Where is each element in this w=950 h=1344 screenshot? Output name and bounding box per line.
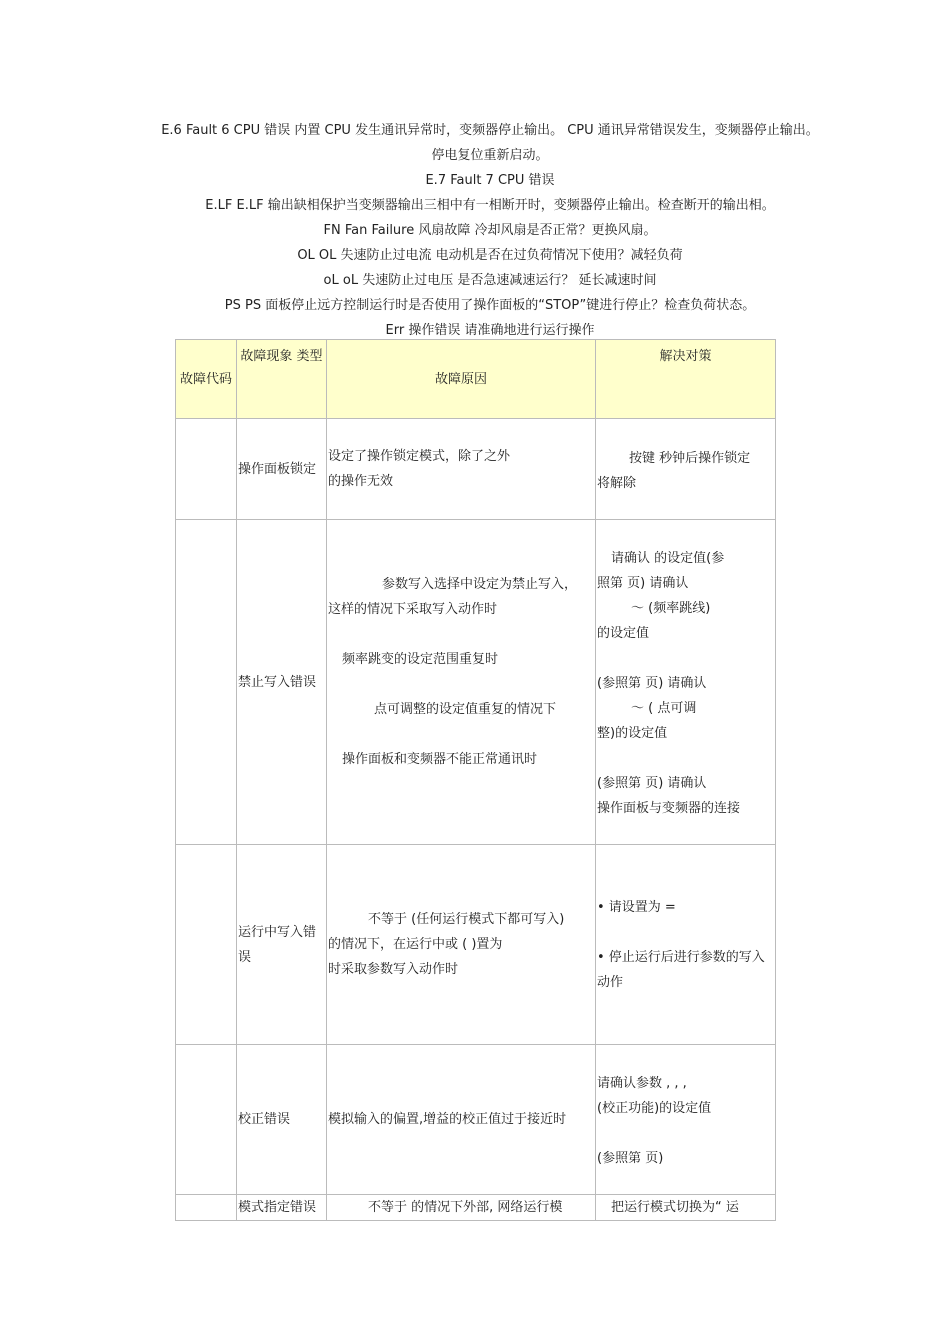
intro-line-e6: E.6 Fault 6 CPU 错误 内置 CPU 发生通讯异常时，变频器停止输出。 CPU 通讯异常错误发生，变频器停止输出。停电复位重新启动。	[161, 123, 819, 163]
cell-solution	[596, 845, 776, 1045]
solution-line: (校正功能)的设定值	[597, 1100, 712, 1116]
cause-line: 操作面板和变频器不能正常通讯时	[342, 752, 538, 767]
fault-table	[175, 339, 776, 1221]
solution-line: 操作面板与变频器的连接	[597, 801, 741, 816]
cell-code	[176, 520, 237, 845]
solution-line: 整)的设定值	[597, 726, 668, 741]
table-row	[176, 1195, 776, 1221]
solution-line: 照第 页) 请确认	[597, 576, 689, 591]
cause-line: 的情况下，在运行中或 ( )置为	[328, 937, 503, 952]
cause-line: 不等于 (任何运行模式下都可写入)	[368, 912, 565, 927]
solution-line: 请确认参数 , , ,	[597, 1075, 687, 1091]
solution-line: ～ (频率跳线)	[631, 601, 711, 616]
cell-cause	[327, 1195, 596, 1221]
solution-line: 请确认 的设定值(参	[611, 551, 725, 566]
solution-line: 的设定值	[597, 626, 650, 641]
solution-line: ～ ( 点可调	[631, 701, 697, 716]
header-code: 故障代码	[176, 340, 237, 419]
solution-line: 将解除	[597, 476, 637, 491]
cell-type: 操作面板锁定	[237, 419, 327, 520]
cell-code	[176, 1045, 237, 1195]
solution-line: 把运行模式切换为“ 运	[611, 1200, 739, 1215]
cause-line: 这样的情况下采取写入动作时	[328, 602, 498, 617]
table-row	[176, 520, 776, 845]
cell-cause	[327, 419, 596, 520]
table-header-row	[176, 340, 776, 419]
intro-line-fn: FN Fan Failure 风扇故障 冷却风扇是否正常？更换风扇。	[323, 223, 657, 238]
cell-code	[176, 845, 237, 1045]
cell-type: 禁止写入错误	[237, 520, 327, 845]
cell-type: 运行中写入错误	[237, 845, 327, 1045]
solution-line: 按键 秒钟后操作锁定	[629, 451, 751, 466]
intro-line-e7: E.7 Fault 7 CPU 错误	[425, 173, 555, 188]
intro-line-ps: PS PS 面板停止远方控制运行时是否使用了操作面板的“STOP”键进行停止？检查负荷状态。	[224, 298, 756, 313]
cell-solution	[596, 1045, 776, 1195]
cause-line: 不等于 的情况下外部, 网络运行模	[368, 1200, 563, 1215]
header-type: 故障现象 类型	[237, 340, 327, 419]
cause-line: 频率跳变的设定范围重复时	[342, 652, 499, 667]
solution-line: (参照第 页)	[597, 1150, 664, 1166]
cell-type: 校正错误	[237, 1045, 327, 1195]
cell-type: 模式指定错误	[237, 1195, 327, 1221]
solution-line: • 请设置为 =	[597, 899, 676, 915]
cause-line: 模拟输入的偏置,增益的校正值过于接近时	[328, 1112, 567, 1127]
cell-solution	[596, 520, 776, 845]
intro-text	[160, 118, 820, 343]
intro-line-ol-current: OL OL 失速防止过电流 电动机是否在过负荷情况下使用？减轻负荷	[297, 248, 683, 263]
header-cause: 故障原因	[327, 340, 596, 419]
table-row	[176, 419, 776, 520]
cause-line: 时采取参数写入动作时	[328, 962, 459, 977]
intro-line-elf: E.LF E.LF 输出缺相保护当变频器输出三相中有一相断开时，变频器停止输出。检查断开的输出相。	[205, 198, 775, 213]
solution-line: (参照第 页) 请确认	[597, 676, 707, 691]
intro-line-err: Err 操作错误 请准确地进行运行操作	[385, 323, 595, 338]
cell-solution	[596, 1195, 776, 1221]
cell-cause	[327, 845, 596, 1045]
cell-code	[176, 419, 237, 520]
header-solution: 解决对策	[596, 340, 776, 419]
cell-cause	[327, 520, 596, 845]
cause-line: 设定了操作锁定模式，除了之外	[328, 449, 511, 464]
table-row	[176, 1045, 776, 1195]
cell-code	[176, 1195, 237, 1221]
cause-line: 点可调整的设定值重复的情况下	[374, 702, 557, 717]
cell-solution	[596, 419, 776, 520]
cause-line: 的操作无效	[328, 474, 394, 489]
cell-cause	[327, 1045, 596, 1195]
table-row	[176, 845, 776, 1045]
cause-line: 参数写入选择中设定为禁止写入，	[382, 577, 578, 592]
solution-line: (参照第 页) 请确认	[597, 776, 707, 791]
solution-line: • 停止运行后进行参数的写入动作	[597, 949, 765, 990]
intro-line-ol-voltage: oL oL 失速防止过电压 是否急速减速运行？ 延长减速时间	[323, 273, 657, 288]
